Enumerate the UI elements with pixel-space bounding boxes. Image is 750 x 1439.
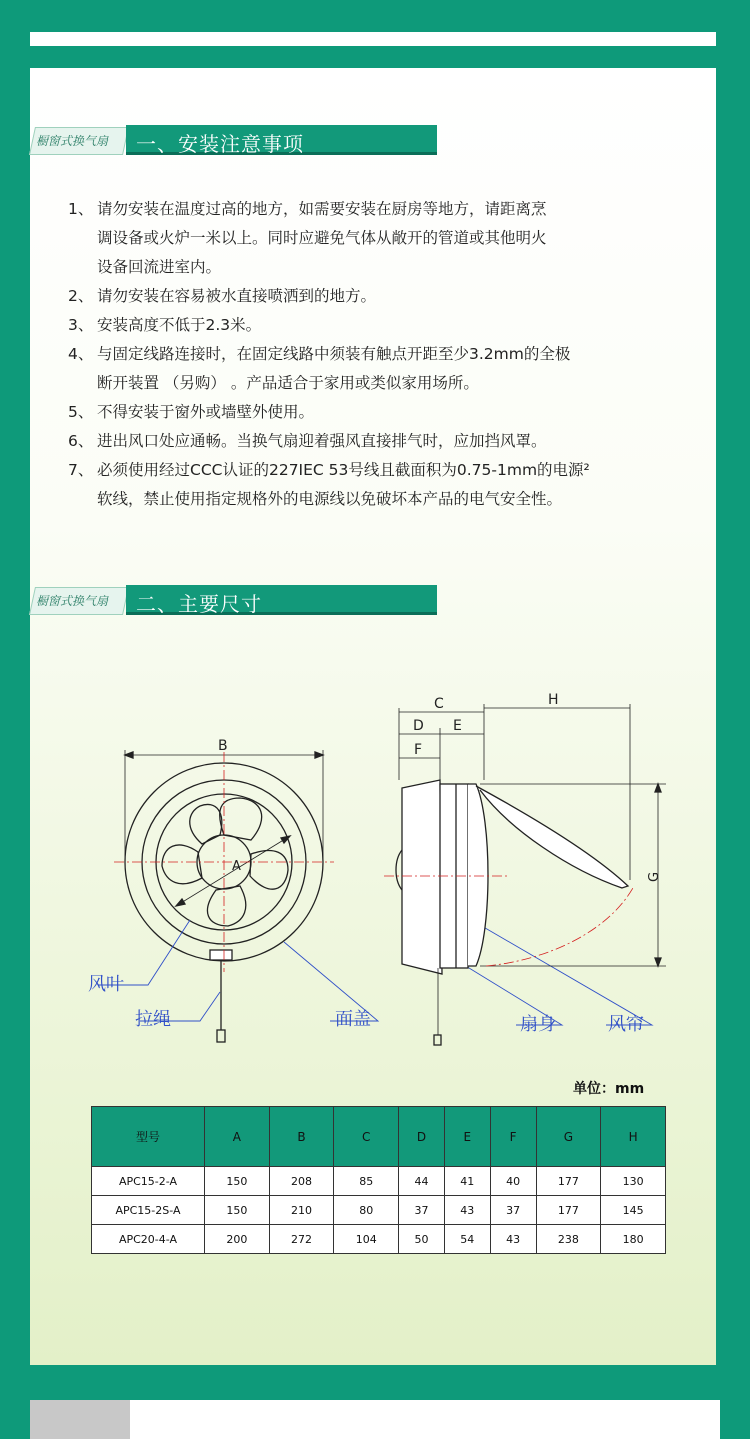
fan-dimension-diagram bbox=[30, 680, 690, 1060]
table-cell: 54 bbox=[444, 1225, 490, 1254]
table-cell: 150 bbox=[205, 1167, 270, 1196]
side-face-cover bbox=[402, 780, 442, 974]
table-cell: 37 bbox=[399, 1196, 445, 1225]
dim-c-label: C bbox=[434, 696, 444, 712]
table-cell: 150 bbox=[205, 1196, 270, 1225]
air-curtain-flap bbox=[476, 786, 628, 888]
table-cell: 41 bbox=[444, 1167, 490, 1196]
side-view bbox=[396, 704, 666, 1045]
table-cell: 145 bbox=[601, 1196, 666, 1225]
note-line: 设备回流进室内。 bbox=[97, 258, 222, 276]
dim-e-label: E bbox=[453, 718, 462, 734]
table-header-cell: G bbox=[536, 1107, 601, 1167]
table-cell: 43 bbox=[490, 1225, 536, 1254]
table-cell: 130 bbox=[601, 1167, 666, 1196]
note-item bbox=[68, 340, 668, 398]
table-cell: 180 bbox=[601, 1225, 666, 1254]
label-curtain: 风帘 bbox=[608, 1014, 644, 1035]
section-tag-label: 橱窗式换气扇 bbox=[36, 134, 109, 148]
table-row bbox=[92, 1225, 666, 1254]
table-header-cell: C bbox=[334, 1107, 399, 1167]
table-row bbox=[92, 1196, 666, 1225]
table-cell: 200 bbox=[205, 1225, 270, 1254]
note-item bbox=[68, 195, 668, 282]
table-cell: APC15-2-A bbox=[92, 1167, 205, 1196]
note-number: 6、 bbox=[68, 432, 94, 450]
table-cell: 177 bbox=[536, 1196, 601, 1225]
front-centerlines bbox=[114, 752, 334, 972]
table-cell: 210 bbox=[269, 1196, 334, 1225]
unit-label: 单位：mm bbox=[573, 1081, 645, 1097]
table-cell: APC15-2S-A bbox=[92, 1196, 205, 1225]
dim-g-label: G bbox=[647, 871, 662, 882]
top-white-bar bbox=[30, 32, 716, 46]
label-leaders bbox=[98, 920, 652, 1025]
table-header-cell: 型号 bbox=[92, 1107, 205, 1167]
table-header-cell: F bbox=[490, 1107, 536, 1167]
note-line: 请勿安装在温度过高的地方，如需要安装在厨房等地方，请距离烹 bbox=[97, 200, 547, 218]
note-item bbox=[68, 456, 668, 514]
pull-cord-end bbox=[217, 1030, 225, 1042]
table-cell: 80 bbox=[334, 1196, 399, 1225]
leader-curtain bbox=[480, 925, 652, 1025]
label-body: 扇身 bbox=[520, 1014, 556, 1035]
table-cell: 37 bbox=[490, 1196, 536, 1225]
note-line: 请勿安装在容易被水直接喷洒到的地方。 bbox=[97, 287, 377, 305]
section-title: 一、安装注意事项 bbox=[136, 132, 304, 156]
table-header-cell: B bbox=[269, 1107, 334, 1167]
section-header-dimensions bbox=[30, 585, 437, 615]
table-header-cell: H bbox=[601, 1107, 666, 1167]
table-header-cell: D bbox=[399, 1107, 445, 1167]
note-line: 安装高度不低于2.3米。 bbox=[97, 316, 262, 334]
note-number: 7、 bbox=[68, 461, 94, 479]
table-cell: 208 bbox=[269, 1167, 334, 1196]
bottom-white-bar bbox=[30, 1400, 720, 1439]
note-number: 3、 bbox=[68, 316, 94, 334]
label-blade: 风叶 bbox=[88, 974, 124, 995]
note-number: 4、 bbox=[68, 345, 94, 363]
install-notes-list bbox=[68, 195, 668, 514]
note-item bbox=[68, 398, 668, 427]
dim-g-arrow bbox=[655, 958, 661, 966]
table-cell: 177 bbox=[536, 1167, 601, 1196]
table-cell: 85 bbox=[334, 1167, 399, 1196]
section-tag-label: 橱窗式换气扇 bbox=[36, 594, 109, 608]
dim-a-arrow bbox=[176, 899, 185, 906]
dim-a-label: A bbox=[232, 859, 241, 874]
table-header-cell: E bbox=[444, 1107, 490, 1167]
table-cell: 40 bbox=[490, 1167, 536, 1196]
note-item bbox=[68, 311, 668, 340]
note-number: 1、 bbox=[68, 200, 94, 218]
table-cell: APC20-4-A bbox=[92, 1225, 205, 1254]
dim-f-label: F bbox=[414, 742, 423, 758]
table-cell: 44 bbox=[399, 1167, 445, 1196]
table-cell: 272 bbox=[269, 1225, 334, 1254]
table-cell: 43 bbox=[444, 1196, 490, 1225]
dim-h-label: H bbox=[548, 692, 559, 708]
side-shutter bbox=[468, 784, 488, 966]
dimension-table bbox=[91, 1106, 666, 1254]
note-item bbox=[68, 282, 668, 311]
dim-b-arrow bbox=[125, 752, 133, 758]
note-line: 调设备或火炉一米以上。同时应避免气体从敞开的管道或其他明火 bbox=[97, 229, 547, 247]
table-cell: 50 bbox=[399, 1225, 445, 1254]
note-line: 必须使用经过CCC认证的227IEC 53号线且截面积为0.75-1mm的电源² bbox=[97, 461, 590, 479]
note-line: 断开装置 （另购） 。产品适合于家用或类似家用场所。 bbox=[97, 374, 479, 392]
dim-b-label: B bbox=[218, 738, 228, 754]
note-line: 不得安装于窗外或墙壁外使用。 bbox=[97, 403, 315, 421]
dim-d-label: D bbox=[413, 718, 424, 734]
note-line: 进出风口处应通畅。当换气扇迎着强风直接排气时，应加挡风罩。 bbox=[97, 432, 547, 450]
dim-b-arrow bbox=[315, 752, 323, 758]
pull-switch bbox=[210, 950, 232, 960]
dim-g-arrow bbox=[655, 784, 661, 792]
table-cell: 104 bbox=[334, 1225, 399, 1254]
label-cover: 面盖 bbox=[335, 1009, 371, 1030]
note-line: 与固定线路连接时，在固定线路中须装有触点开距至少3.2mm的全极 bbox=[97, 345, 571, 363]
section-header-install-notes bbox=[30, 125, 437, 155]
side-knob bbox=[396, 850, 402, 890]
table-header-row bbox=[92, 1107, 666, 1167]
side-cord-end bbox=[434, 1035, 441, 1045]
table-row bbox=[92, 1167, 666, 1196]
note-number: 2、 bbox=[68, 287, 94, 305]
table-cell: 238 bbox=[536, 1225, 601, 1254]
bottom-grey-block bbox=[30, 1400, 130, 1439]
note-item bbox=[68, 427, 668, 456]
note-number: 5、 bbox=[68, 403, 94, 421]
table-header-cell: A bbox=[205, 1107, 270, 1167]
note-line: 软线，禁止使用指定规格外的电源线以免破坏本产品的电气安全性。 bbox=[97, 490, 563, 508]
label-cord: 拉绳 bbox=[135, 1009, 171, 1030]
section-title: 二、主要尺寸 bbox=[136, 592, 262, 616]
